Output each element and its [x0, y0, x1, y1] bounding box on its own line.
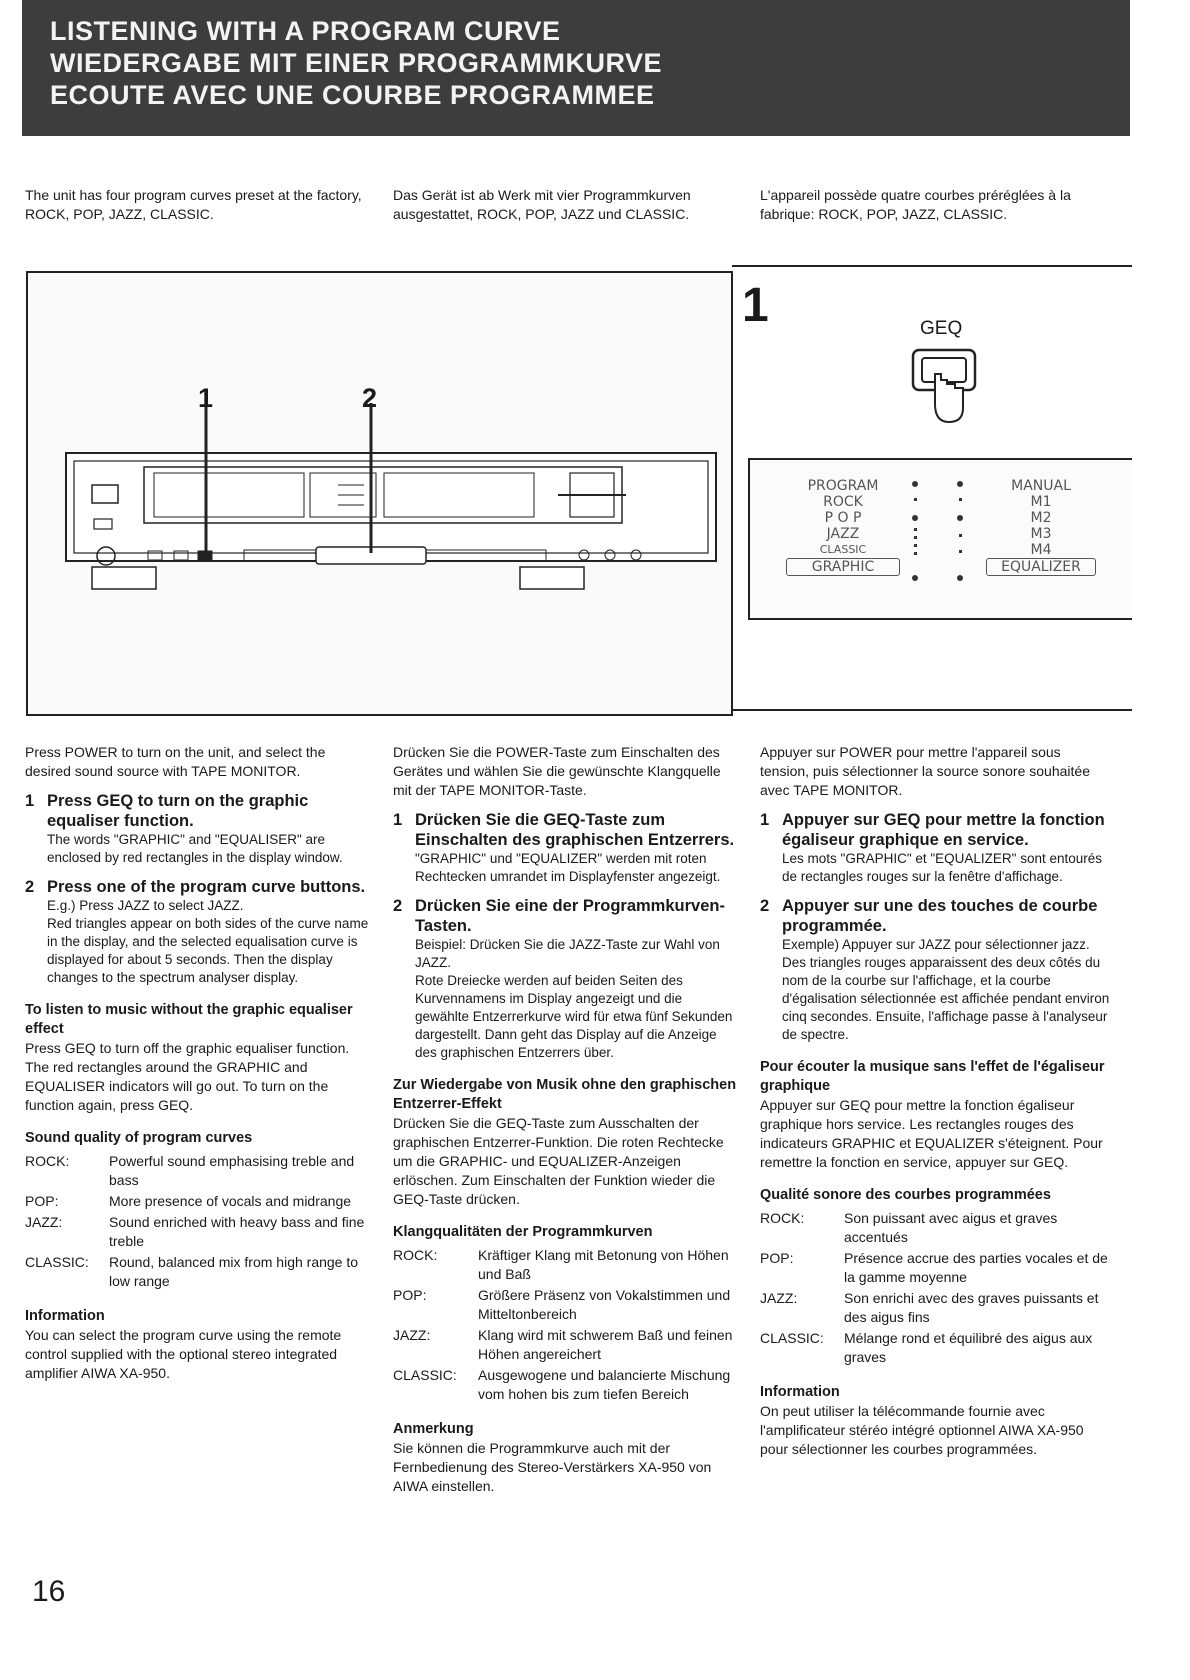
- section-heading: Anmerkung: [393, 1421, 474, 1437]
- lead-text: Appuyer sur POWER pour mettre l'appareil sous tension, puis sélectionner la source sonore souhaitée avec TAPE MONITOR.: [760, 744, 1090, 798]
- display-indicator-dots: [905, 478, 975, 588]
- step-number: 1: [760, 811, 770, 829]
- quality-desc: Klang wird mit schwerem Baß und feinen Höhen angereichert: [478, 1327, 733, 1362]
- step-body: Les mots "GRAPHIC" et "EQUALIZER" sont entourés de rectangles rouges sur la fenêtre d'affichage.: [782, 851, 1103, 884]
- quality-desc: Présence accrue des parties vocales et de la gamme moyenne: [844, 1250, 1108, 1285]
- quality-desc: More presence of vocals and midrange: [109, 1193, 352, 1209]
- title-en: LISTENING WITH A PROGRAM CURVE: [50, 16, 561, 46]
- step-heading: Press GEQ to turn on the graphic equaliser function.: [47, 792, 309, 830]
- section-body: Appuyer sur GEQ pour mettre la fonction égaliseur graphique hors service. Les rectangles rouges des indicateurs GRAPHIC et EQUALIZER s'éteignent. Pour remettre la fonction en service, appuyer sur GEQ.: [760, 1097, 1103, 1170]
- step-heading: Appuyer sur une des touches de courbe programmée.: [782, 897, 1098, 935]
- display-item-m1: M1: [1030, 494, 1052, 510]
- display-item-graphic: GRAPHIC: [786, 558, 900, 576]
- step-2: [25, 877, 370, 987]
- section-body: Sie können die Programmkurve auch mit der Fernbedienung des Stereo-Verstärkers XA-950 von AIWA einstellen.: [393, 1440, 712, 1494]
- title-banner: [22, 0, 1130, 136]
- callout-1: 1: [198, 383, 214, 413]
- step-body: Beispiel: Drücken Sie die JAZZ-Taste zur Wahl von JAZZ.: [415, 937, 720, 970]
- step-body: The words "GRAPHIC" and "EQUALISER" are enclosed by red rectangles in the display window.: [47, 832, 343, 865]
- column-french: [760, 743, 1110, 1459]
- step-1: [393, 810, 738, 886]
- step-number: 2: [393, 897, 403, 915]
- quality-term: ROCK:: [393, 1247, 438, 1263]
- column-german: [393, 743, 738, 1496]
- quality-list: [25, 1152, 370, 1293]
- intro-de: Das Gerät ist ab Werk mit vier Programmkurven ausgestattet, ROCK, POP, JAZZ und CLASSIC.: [393, 187, 691, 222]
- step-body: Exemple) Appuyer sur JAZZ pour sélectionner jazz.: [782, 937, 1090, 952]
- section-body: Drücken Sie die GEQ-Taste zum Ausschalten der graphischen Entzerrer-Funktion. Die roten Rechtecke um die GRAPHIC- und EQUALIZER-Anzeigen erlöschen. Zum Einschalten der Funktion wieder die GEQ-Taste drücken.: [393, 1115, 724, 1207]
- step-heading: Appuyer sur GEQ pour mettre la fonction égaliseur graphique en service.: [782, 811, 1105, 849]
- step-heading: Drücken Sie die GEQ-Taste zum Einschalten des graphischen Entzerrers.: [415, 811, 735, 849]
- step-body: E.g.) Press JAZZ to select JAZZ.: [47, 898, 244, 913]
- step-number: 2: [25, 878, 35, 896]
- divider: [732, 265, 1132, 267]
- display-item-m4: M4: [1030, 542, 1052, 558]
- section-heading: Information: [760, 1384, 840, 1400]
- quality-desc: Powerful sound emphasising treble and bass: [109, 1153, 355, 1188]
- quality-term: POP:: [760, 1250, 794, 1266]
- section-body: You can select the program curve using the remote control supplied with the optional stereo integrated amplifier AIWA XA-950.: [25, 1327, 342, 1381]
- quality-list: [393, 1246, 738, 1406]
- callout-2: 2: [362, 383, 378, 413]
- quality-desc: Mélange rond et équilibré des aigus aux graves: [844, 1330, 1093, 1365]
- display-item-m2: M2: [1030, 510, 1052, 526]
- quality-term: CLASSIC:: [25, 1254, 89, 1270]
- quality-term: JAZZ:: [25, 1214, 63, 1230]
- quality-term: CLASSIC:: [760, 1330, 824, 1346]
- section-body: Press GEQ to turn off the graphic equaliser function. The red rectangles around the GRAPHIC and EQUALISER indicators will go out. To turn on the function again, press GEQ.: [25, 1040, 350, 1113]
- quality-desc: Ausgewogene und balancierte Mischung vom hohen bis zum tiefen Bereich: [478, 1367, 731, 1402]
- step-heading: Drücken Sie eine der Programmkurven-Tasten.: [415, 897, 725, 935]
- quality-term: ROCK:: [760, 1210, 805, 1226]
- step-body: Red triangles appear on both sides of the curve name in the display, and the selected equalisation curve is displayed for about 5 seconds. Then the display changes to the spectrum analyser display.: [47, 916, 369, 985]
- display-item-jazz: JAZZ: [826, 526, 860, 542]
- section-body: On peut utiliser la télécommande fournie avec l'amplificateur stéréo intégré optionnel AIWA XA-950 pour sélectionner les courbes programmées.: [760, 1403, 1084, 1457]
- step-1: [760, 810, 1110, 886]
- step-number: 1: [742, 279, 769, 332]
- step-number: 1: [25, 792, 35, 810]
- intro-fr: L'appareil possède quatre courbes préréglées à la fabrique: ROCK, POP, JAZZ, CLASSIC.: [760, 187, 1071, 222]
- quality-desc: Kräftiger Klang mit Betonung von Höhen und Baß: [478, 1247, 729, 1282]
- quality-desc: Round, balanced mix from high range to low range: [109, 1254, 359, 1289]
- title-fr: ECOUTE AVEC UNE COURBE PROGRAMMEE: [50, 80, 655, 110]
- section-heading: Zur Wiedergabe von Musik ohne den graphischen Entzerrer-Effekt: [393, 1077, 737, 1112]
- quality-term: POP:: [393, 1287, 427, 1303]
- title-de: WIEDERGABE MIT EINER PROGRAMMKURVE: [50, 48, 663, 78]
- section-heading: Qualité sonore des courbes programmées: [760, 1187, 1051, 1203]
- quality-desc: Son puissant avec aigus et graves accentués: [844, 1210, 1058, 1245]
- quality-term: JAZZ:: [393, 1327, 431, 1343]
- section-heading: Information: [25, 1308, 105, 1324]
- display-item-m3: M3: [1030, 526, 1052, 542]
- step-body: Des triangles rouges apparaissent des deux côtés du nom de la courbe sur l'affichage, et la courbe d'égalisation sélectionnée est affichée pendant environ cinq secondes. Ensuite, l'affichage passe à l'analyseur de spectre.: [782, 955, 1110, 1042]
- step-number: 1: [393, 811, 403, 829]
- finger-press-icon: [905, 344, 985, 426]
- step-number: 2: [760, 897, 770, 915]
- display-item-manual: MANUAL: [1011, 478, 1071, 494]
- step-body: "GRAPHIC" und "EQUALIZER" werden mit roten Rechtecken umrandet im Displayfenster angezeigt.: [415, 851, 721, 884]
- step-2: [393, 896, 738, 1062]
- section-heading: Klangqualitäten der Programmkurven: [393, 1224, 653, 1240]
- section-heading: Sound quality of program curves: [25, 1130, 253, 1146]
- step-heading: Press one of the program curve buttons.: [47, 878, 366, 896]
- step-1: [25, 791, 370, 867]
- quality-desc: Son enrichi avec des graves puissants et des aigus fins: [844, 1290, 1099, 1325]
- quality-term: JAZZ:: [760, 1290, 798, 1306]
- step-2: [760, 896, 1110, 1044]
- quality-desc: Größere Präsenz von Vokalstimmen und Mitteltonbereich: [478, 1287, 731, 1322]
- divider: [732, 709, 1132, 711]
- quality-list: [760, 1209, 1110, 1369]
- quality-desc: Sound enriched with heavy bass and fine treble: [109, 1214, 365, 1249]
- display-item-program: PROGRAM: [807, 478, 879, 494]
- column-english: [25, 743, 370, 1383]
- lead-text: Drücken Sie die POWER-Taste zum Einschalten des Gerätes und wählen Sie die gewünschte Klangquelle mit der TAPE MONITOR-Taste.: [393, 744, 721, 798]
- intro-en: The unit has four program curves preset at the factory, ROCK, POP, JAZZ, CLASSIC.: [25, 187, 362, 222]
- step-body: Rote Dreiecke werden auf beiden Seiten des Kurvennamens im Display angezeigt und die gewählte Entzerrerkurve wird für etwa fünf Sekunden dargestellt. Dann geht das Display auf die Anzeige des graphischen Entzerrers über.: [415, 973, 733, 1060]
- lead-text: Press POWER to turn on the unit, and select the desired sound source with TAPE MONITOR.: [25, 744, 326, 779]
- page-number: 16: [32, 1575, 66, 1608]
- front-panel-drawing: [26, 271, 733, 716]
- section-heading: To listen to music without the graphic equaliser effect: [25, 1002, 353, 1037]
- display-item-pop: P O P: [824, 510, 862, 526]
- geq-label: GEQ: [920, 318, 963, 339]
- display-item-equalizer: EQUALIZER: [986, 558, 1096, 576]
- quality-term: POP:: [25, 1193, 59, 1209]
- display-item-classic: CLASSIC: [819, 543, 867, 556]
- display-item-rock: ROCK: [823, 494, 863, 510]
- quality-term: ROCK:: [25, 1153, 70, 1169]
- section-heading: Pour écouter la musique sans l'effet de l'égaliseur graphique: [760, 1059, 1105, 1094]
- quality-term: CLASSIC:: [393, 1367, 457, 1383]
